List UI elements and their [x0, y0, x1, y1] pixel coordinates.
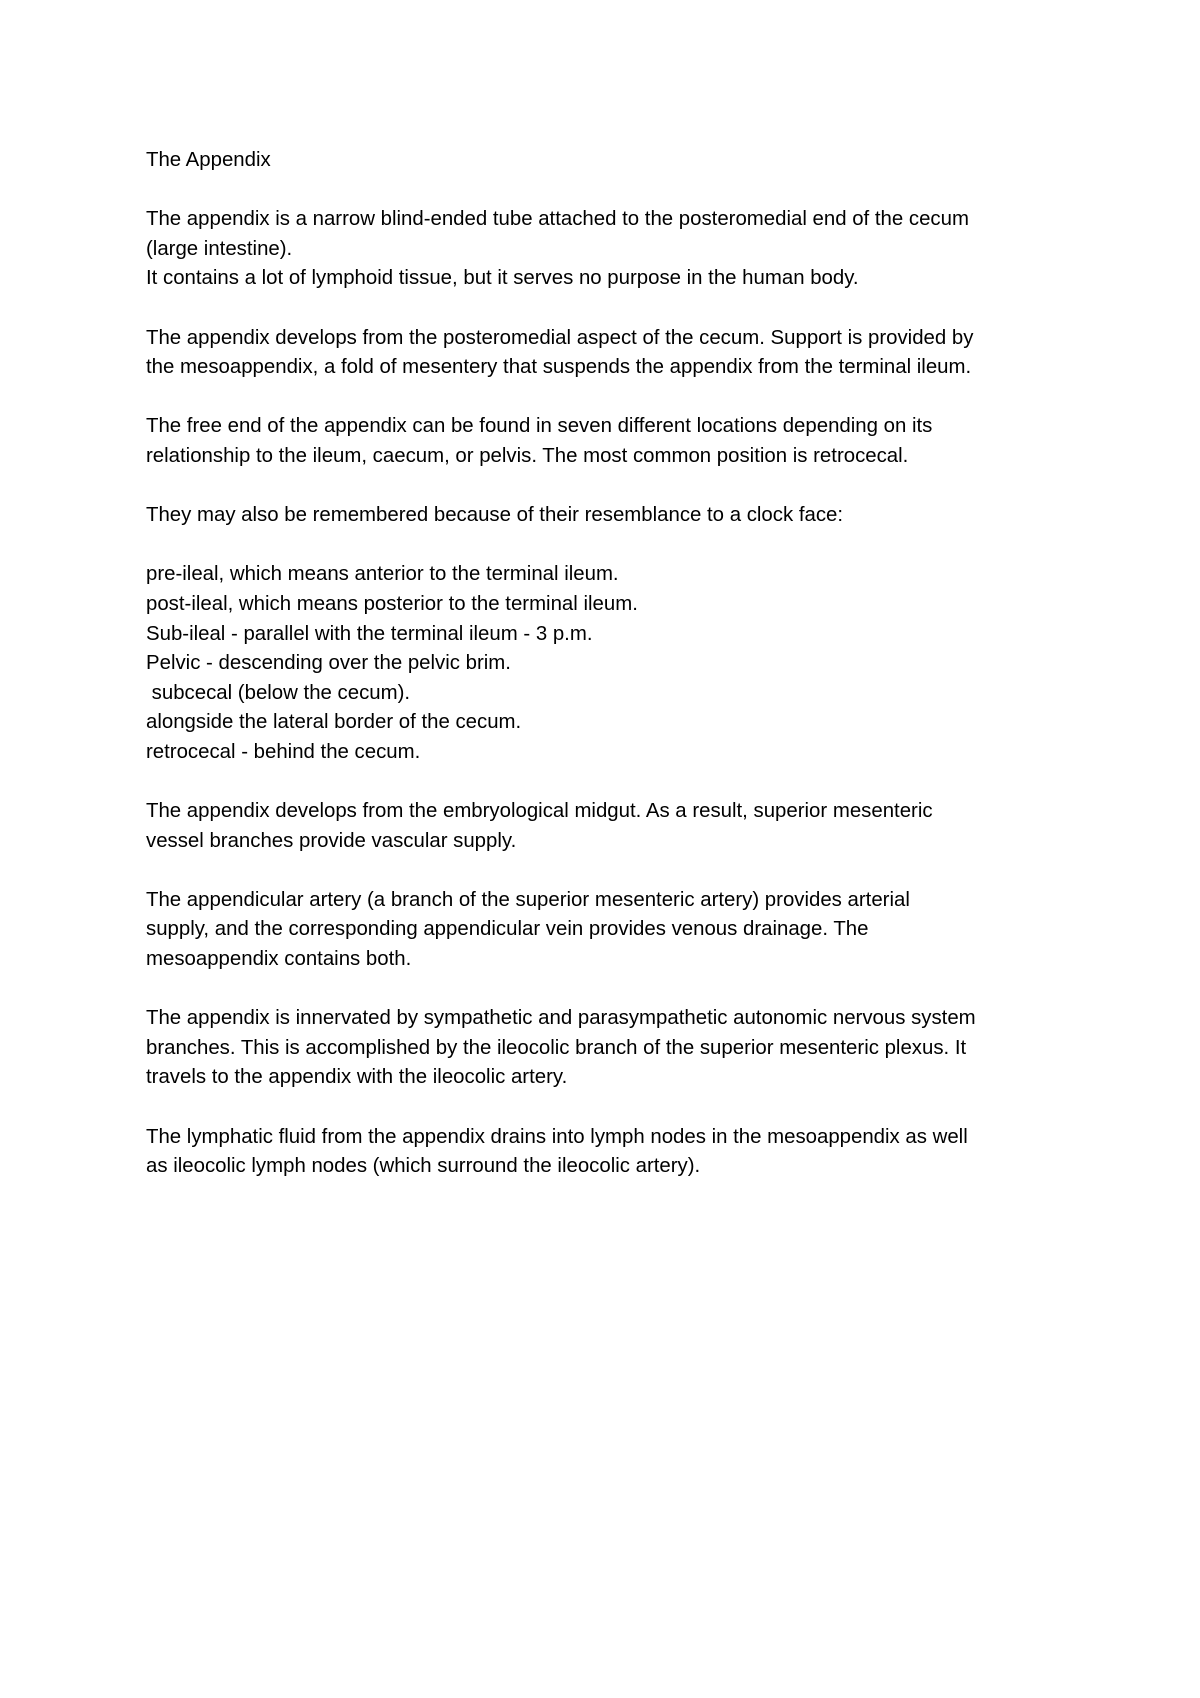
paragraph-spacer: [146, 1093, 1066, 1123]
paragraph-line: They may also be remembered because of their resemblance to a clock face:: [146, 504, 844, 527]
paragraph-line: vessel branches provide vascular supply.: [146, 829, 517, 852]
paragraph-spacer: [146, 767, 1066, 797]
paragraph-line: The appendicular artery (a branch of the superior mesenteric artery) provides arterial: [146, 888, 910, 911]
paragraph-spacer: [146, 383, 1066, 413]
paragraph-spacer: [146, 975, 1066, 1005]
paragraph-line: The appendix is innervated by sympathetic and parasympathetic autonomic nervous system: [146, 1007, 976, 1030]
paragraph-line: The appendix is a narrow blind-ended tube attached to the posteromedial end of the cecum: [146, 208, 969, 231]
list-item: Sub-ileal - parallel with the terminal ileum - 3 p.m.: [146, 622, 593, 645]
paragraph-line: It contains a lot of lymphoid tissue, but it serves no purpose in the human body.: [146, 267, 859, 290]
paragraph-locations: [146, 412, 1066, 471]
paragraph-line: The appendix develops from the embryological midgut. As a result, superior mesenteric: [146, 800, 933, 823]
paragraph-spacer: [146, 531, 1066, 561]
paragraph-line: mesoappendix contains both.: [146, 948, 412, 971]
document-title: The Appendix: [146, 149, 271, 171]
paragraph-vascular: [146, 797, 1066, 856]
paragraph-development: [146, 324, 1066, 383]
paragraph-spacer: [146, 856, 1066, 886]
paragraph-innervation: [146, 1004, 1066, 1093]
paragraph-spacer: [146, 294, 1066, 324]
paragraph-arterial-supply: [146, 886, 1066, 975]
paragraph-line: relationship to the ileum, caecum, or pelvis. The most common position is retrocecal.: [146, 444, 909, 467]
paragraph-intro: [146, 205, 1066, 294]
paragraph-line: branches. This is accomplished by the ileocolic branch of the superior mesenteric plexus. It: [146, 1036, 967, 1059]
paragraph-lymphatic: [146, 1123, 1066, 1182]
paragraph-line: as ileocolic lymph nodes (which surround the ileocolic artery).: [146, 1155, 701, 1178]
list-item: Pelvic - descending over the pelvic brim.: [146, 652, 511, 675]
paragraph-line: supply, and the corresponding appendicular vein provides venous drainage. The: [146, 918, 869, 941]
paragraph-line: The lymphatic fluid from the appendix drains into lymph nodes in the mesoappendix as well: [146, 1125, 968, 1148]
paragraph-line: (large intestine).: [146, 237, 293, 260]
paragraph-line: the mesoappendix, a fold of mesentery that suspends the appendix from the terminal ileum.: [146, 356, 972, 379]
paragraph-line: The free end of the appendix can be found in seven different locations depending on its: [146, 415, 933, 438]
paragraph-line: The appendix develops from the posteromedial aspect of the cecum. Support is provided by: [146, 326, 974, 349]
paragraph-spacer: [146, 176, 1066, 206]
list-item: post-ileal, which means posterior to the terminal ileum.: [146, 592, 638, 615]
list-item: subcecal (below the cecum).: [146, 681, 411, 704]
paragraph-line: travels to the appendix with the ileocolic artery.: [146, 1066, 568, 1089]
document-page: [146, 146, 1066, 1182]
position-list: [146, 560, 1066, 767]
list-item: alongside the lateral border of the cecum.: [146, 711, 522, 734]
list-item: retrocecal - behind the cecum.: [146, 740, 421, 763]
paragraph-spacer: [146, 472, 1066, 502]
list-item: pre-ileal, which means anterior to the terminal ileum.: [146, 563, 619, 586]
paragraph-clock-face: [146, 501, 1066, 531]
